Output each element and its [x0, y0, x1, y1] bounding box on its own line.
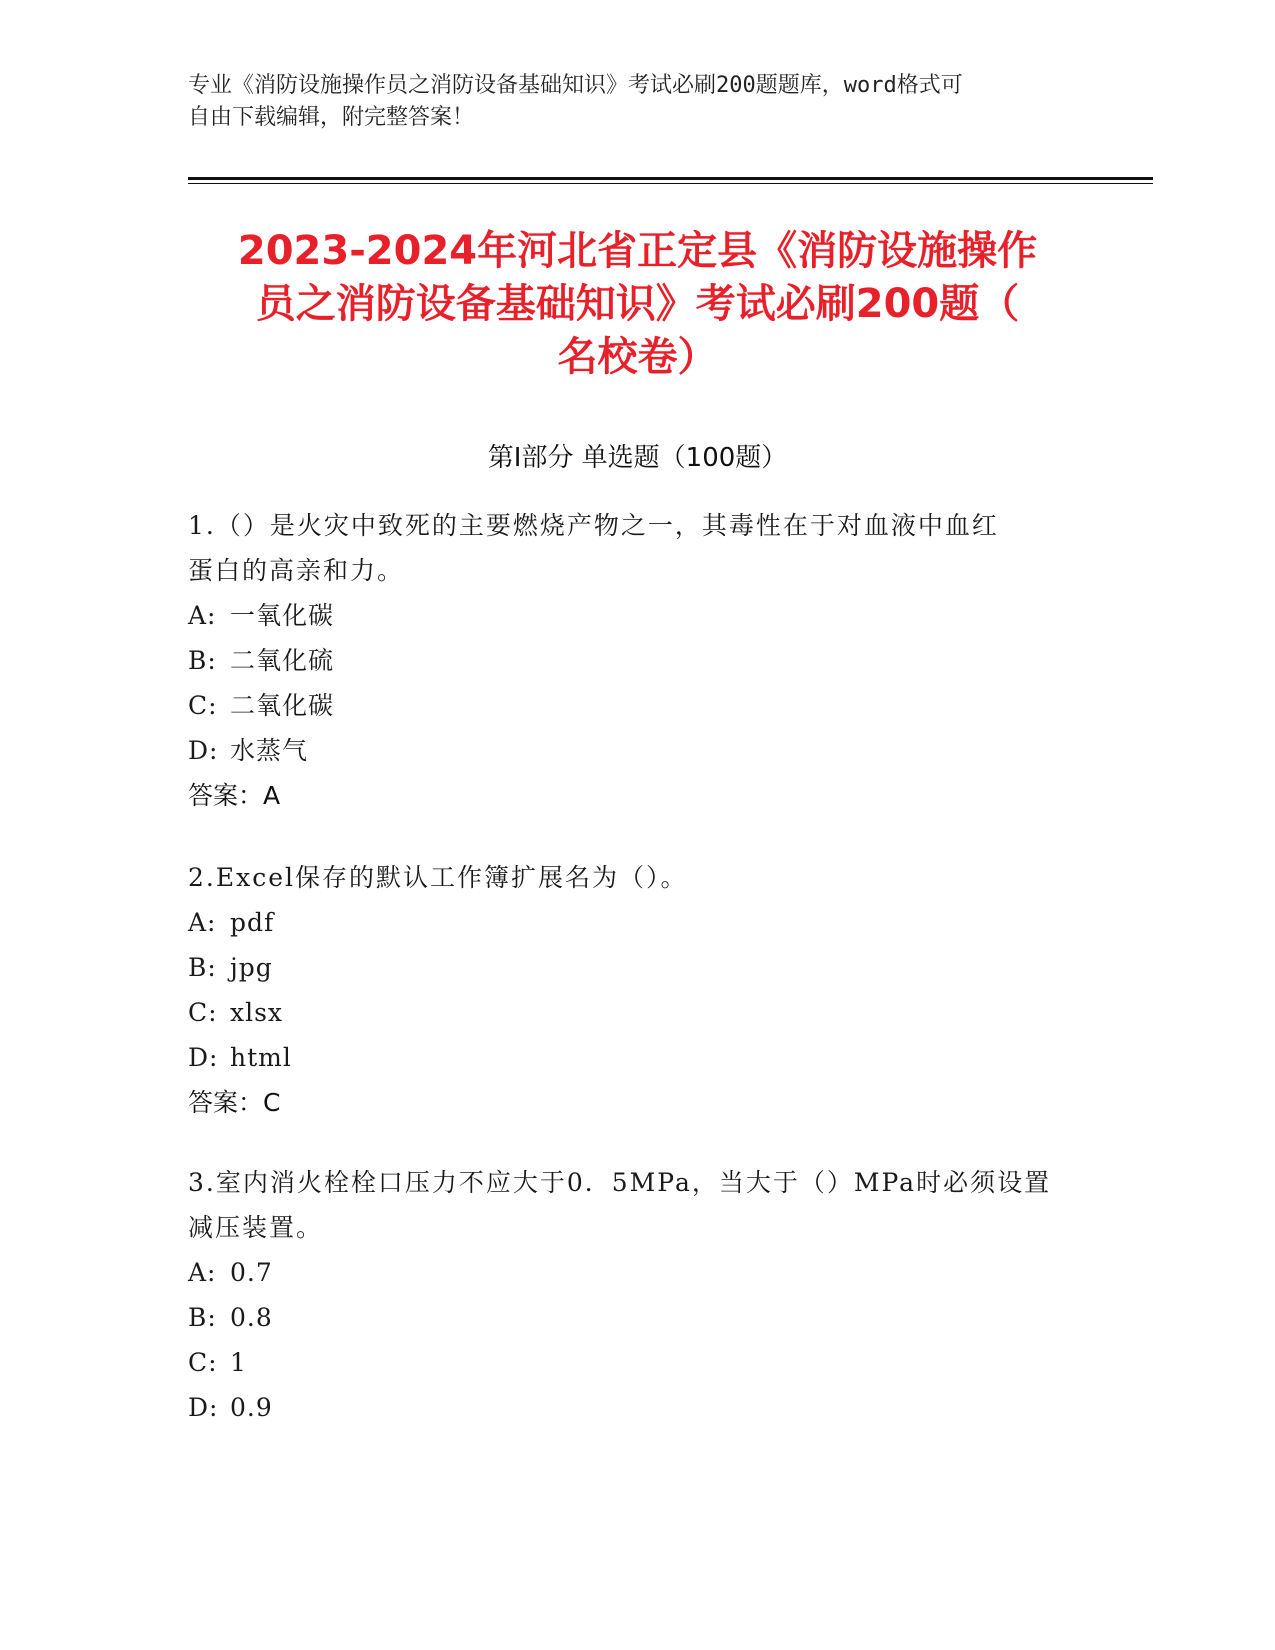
- option-key: A:: [188, 908, 217, 937]
- question-1: [188, 503, 1088, 818]
- option-c: [188, 1340, 1088, 1385]
- option-value: 1: [230, 1348, 247, 1377]
- option-value: pdf: [230, 908, 275, 937]
- question-text-line: 减压装置。: [188, 1213, 324, 1242]
- option-value: 0.7: [230, 1258, 273, 1287]
- question-text-line: 2.Excel保存的默认工作簿扩展名为（）。: [188, 863, 688, 892]
- option-value: 二氧化碳: [230, 691, 335, 720]
- option-key: C:: [188, 1348, 218, 1377]
- option-d: [188, 1035, 1088, 1080]
- header-divider-thick: [188, 177, 1153, 180]
- option-d: [188, 1385, 1088, 1430]
- title-line: 员之消防设备基础知识》考试必刷200题（: [255, 281, 1020, 327]
- question-text: [188, 503, 1088, 593]
- option-value: html: [230, 1043, 292, 1072]
- header-divider-thin: [188, 183, 1153, 184]
- option-d: [188, 728, 1088, 773]
- option-key: C:: [188, 691, 218, 720]
- question-text: [188, 1160, 1088, 1250]
- option-value: 0.8: [230, 1303, 273, 1332]
- option-a: [188, 1250, 1088, 1295]
- section-heading: 第Ⅰ部分 单选题（100题）: [487, 443, 788, 473]
- option-key: C:: [188, 998, 218, 1027]
- question-text-line: 蛋白的高亲和力。: [188, 556, 405, 585]
- option-value: 水蒸气: [230, 736, 309, 765]
- option-key: B:: [188, 953, 217, 982]
- option-c: [188, 683, 1088, 728]
- option-key: B:: [188, 1303, 217, 1332]
- answer-line: 答案：A: [188, 781, 281, 810]
- answer-line: 答案：C: [188, 1088, 281, 1117]
- option-key: D:: [188, 1393, 219, 1422]
- question-text-line: 3.室内消火栓栓口压力不应大于0．5MPa，当大于（）MPa时必须设置: [188, 1168, 1052, 1197]
- option-value: 0.9: [230, 1393, 273, 1422]
- option-b: [188, 1295, 1088, 1340]
- option-b: [188, 945, 1088, 990]
- header-note-line: 自由下载编辑，附完整答案！: [188, 105, 475, 130]
- option-c: [188, 990, 1088, 1035]
- document-title: [150, 225, 1125, 384]
- option-value: 一氧化碳: [230, 601, 335, 630]
- question-text-line: 1.（）是火灾中致死的主要燃烧产物之一，其毒性在于对血液中血红: [188, 511, 999, 540]
- header-note-line: 专业《消防设施操作员之消防设备基础知识》考试必刷200题题库，word格式可: [188, 73, 963, 98]
- question-2: [188, 855, 1088, 1125]
- option-a: [188, 900, 1088, 945]
- option-key: D:: [188, 1043, 219, 1072]
- option-value: 二氧化硫: [230, 646, 335, 675]
- title-line: 2023-2024年河北省正定县《消防设施操作: [237, 228, 1038, 274]
- option-a: [188, 593, 1088, 638]
- question-text: [188, 855, 1088, 900]
- option-key: A:: [188, 601, 217, 630]
- title-line: 名校卷）: [557, 334, 718, 380]
- option-b: [188, 638, 1088, 683]
- option-key: D:: [188, 736, 219, 765]
- option-value: jpg: [230, 953, 273, 982]
- question-3: [188, 1160, 1088, 1430]
- option-value: xlsx: [230, 998, 284, 1027]
- option-key: A:: [188, 1258, 217, 1287]
- option-key: B:: [188, 646, 217, 675]
- header-note: [188, 70, 1088, 134]
